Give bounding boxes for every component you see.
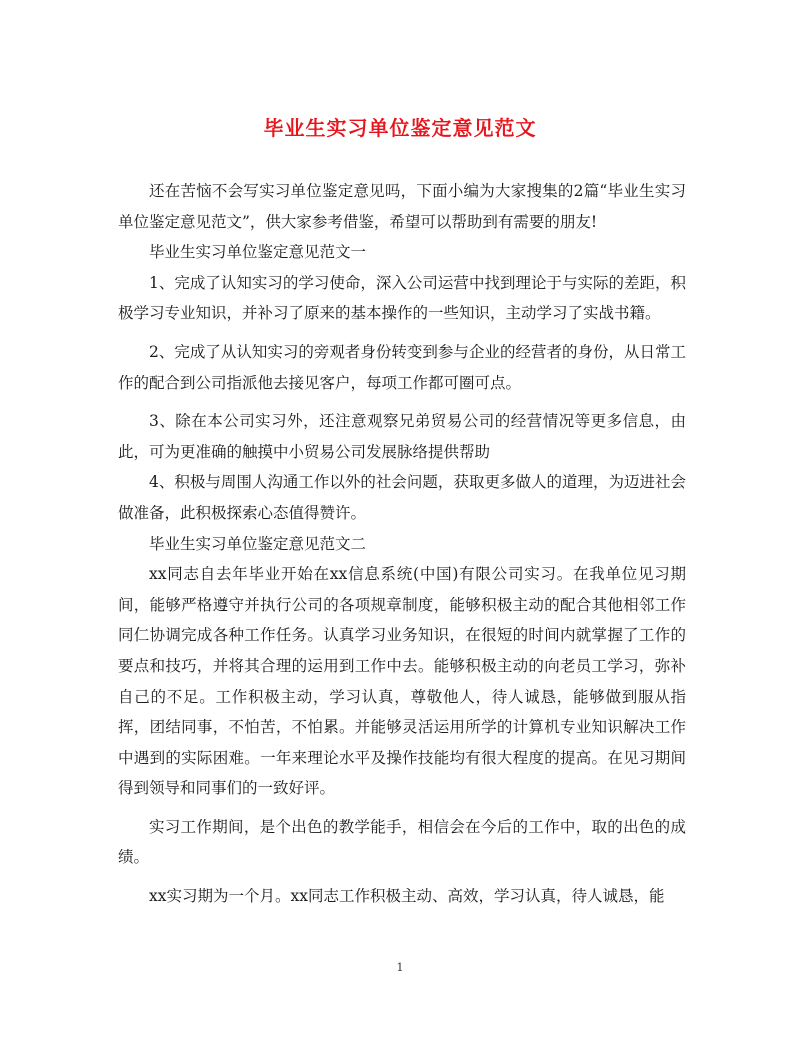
list-item-1: 1、完成了认知实习的学习使命，深入公司运营中找到理论于与实际的差距，积极学习专业知识，并补习了原来的基本操作的一些知识，主动学习了实战书籍。 <box>118 273 686 323</box>
list-item-3: 3、除在本公司实习外，还注意观察兄弟贸易公司的经营情况等更多信息，由此，可为更准确的触摸中小贸易公司发展脉络提供帮助 <box>118 412 686 461</box>
section-heading-1: 毕业生实习单位鉴定意见范文一 <box>149 243 367 262</box>
section-heading-2: 毕业生实习单位鉴定意见范文二 <box>149 534 367 553</box>
list-item-4: 4、积极与周围人沟通工作以外的社会问题，获取更多做人的道理，为迈进社会做准备，此积极探索心态值得赞许。 <box>118 473 686 522</box>
intro-paragraph: 还在苦恼不会写实习单位鉴定意见吗，下面小编为大家搜集的2篇“毕业生实习单位鉴定意见范文”，供大家参考借鉴，希望可以帮助到有需要的朋友! <box>118 182 686 231</box>
page-number: 1 <box>396 961 404 974</box>
body-paragraph-1: xx同志自去年毕业开始在xx信息系统(中国)有限公司实习。在我单位见习期间，能够严格遵守并执行公司的各项规章制度，能够积极主动的配合其他相邻工作同仁协调完成各种工作任务。认真学习业务知识，在很短的时间内就掌握了工作的要点和技巧，并将其合理的运用到工作中去。能够积极主动的向老员工学习，弥补自己的不足。工作积极主动，学习认真，尊敬他人，待人诚恳，能够做到服从指挥，团结同事，不怕苦，不怕累。并能够灵活运用所学的计算机专业知识解决工作中遇到的实际困难。一年来理论水平及操作技能均有很大程度的提高。在见习期间得到领导和同事们的一致好评。 <box>118 565 686 798</box>
body-paragraph-3: xx实习期为一个月。xx同志工作积极主动、高效，学习认真，待人诚恳，能 <box>149 887 665 906</box>
document-body <box>118 176 686 912</box>
document-title: 毕业生实习单位鉴定意见范文 <box>263 116 537 140</box>
body-paragraph-2: 实习工作期间，是个出色的教学能手，相信会在今后的工作中，取的出色的成绩。 <box>118 817 686 867</box>
list-item-2: 2、完成了从认知实习的旁观者身份转变到参与企业的经营者的身份，从日常工作的配合到公司指派他去接见客户，每项工作都可圈可点。 <box>118 342 686 392</box>
